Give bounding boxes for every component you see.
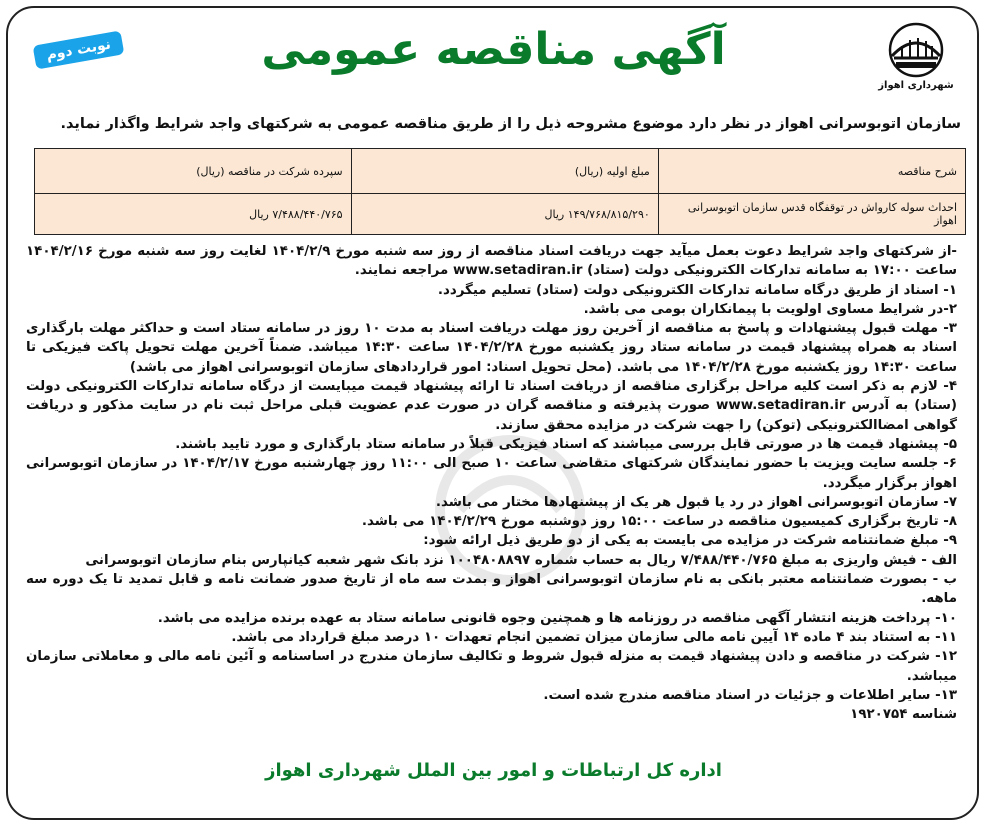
paragraph-3: ۳- مهلت قبول پیشنهادات و پاسخ به مناقصه از آخرین روز مهلت دریافت اسناد به مدت ۱۰ روز در سامانه ستاد است و حداکثر مهلت بارگذاری اسناد به همراه پیشنهاد قیمت در سامانه ستاد روز یکشنبه مورخ ۱۴۰۴/۲/۲۸ ساعت ۱۴:۳۰ میباشد. ضمناً آخرین مهلت تحویل پاکت فیزیکی تا ساعت ۱۴:۳۰ روز یکشنبه مورخ ۱۴۰۴/۲/۲۸ می باشد. (محل تحویل اسناد: امور قراردادهای سازمان اتوبوسرانی اهواز می باشد) bbox=[26, 321, 957, 375]
paragraph-4: ۴- لازم به ذکر است کلیه مراحل برگزاری مناقصه از دریافت اسناد تا ارائه پیشنهاد قیمت میبایست از درگاه سامانه تدارکات الکترونیکی دولت (ستاد) به آدرس www.setadiran.ir صورت پذیرفته و مناقصه گران در صورت عدم عضویت قبلی مراحل ثبت نام در سایت مذکور و دریافت گواهی امضاالکترونیکی (توکن) را جهت شرکت در مزایده محقق سازند. bbox=[26, 379, 957, 433]
notice-body bbox=[26, 242, 957, 724]
paragraph-11: ۱۱- به استناد بند ۴ ماده ۱۴ آیین نامه مالی سازمان میزان تضمین انجام تعهدات ۱۰ درصد مبلغ قرارداد می باشد. bbox=[231, 629, 957, 645]
paragraph-2: ۲-در شرایط مساوی اولویت با پیمانکاران بومی می باشد. bbox=[583, 301, 957, 317]
paragraph-invitation: -از شرکتهای واجد شرایط دعوت بعمل میآید جهت دریافت اسناد مناقصه از روز سه شنبه مورخ ۱۴۰۴/۲/۹ لغایت روز سه شنبه مورخ ۱۴۰۴/۲/۱۶ ساعت ۱۷:۰۰ به سامانه تدارکات الکترونیکی دولت (ستاد) www.setadiran.ir مراجعه نمایند. bbox=[26, 244, 957, 279]
paragraph-9-be: ب - بصورت ضمانتنامه معتبر بانکی به نام سازمان اتوبوسرانی اهواز و بمدت سه ماه از تاریخ صدور ضمانت نامه و قابل تمدید تا یک دوره سه ماهه. bbox=[26, 572, 957, 607]
paragraph-12: ۱۲- شرکت در مناقصه و دادن پیشنهاد قیمت به منزله قبول شروط و تکالیف سازمان مندرج در اساسنامه و آئین نامه مالی و معاملاتی سازمان میباشد. bbox=[26, 649, 957, 684]
notice-id: شناسه ۱۹۲۰۷۵۴ bbox=[850, 707, 957, 723]
paragraph-1: ۱- اسناد از طریق درگاه سامانه تدارکات الکترونیکی دولت (ستاد) تسلیم میگردد. bbox=[437, 282, 957, 298]
paragraph-5: ۵- پیشنهاد قیمت ها در صورتی قابل بررسی میباشند که اسناد فیزیکی قبلاً در سامانه ستاد بارگذاری و مورد تایید باشند. bbox=[175, 436, 957, 452]
col-description-header: شرح مناقصه bbox=[658, 149, 965, 194]
col-initial-amount-header: مبلغ اولیه (ریال) bbox=[351, 149, 658, 194]
table-row bbox=[35, 194, 966, 235]
municipality-logo bbox=[871, 22, 961, 102]
bridge-logo-icon bbox=[884, 22, 948, 78]
paragraph-10: ۱۰- پرداخت هزینه انتشار آگهی مناقصه در روزنامه ها و همچنین وجوه قانونی سامانه ستاد به عهده برنده مزایده می باشد. bbox=[157, 610, 957, 626]
intro-text: سازمان اتوبوسرانی اهواز در نظر دارد موضوع مشروحه ذیل را از طریق مناقصه عمومی به شرکتهای واجد شرایط واگذار نماید. bbox=[60, 116, 961, 132]
col-deposit-header: سپرده شرکت در مناقصه (ریال) bbox=[35, 149, 352, 194]
paragraph-9: ۹- مبلغ ضمانتنامه شرکت در مزایده می بایست به یکی از دو طریق ذیل ارائه شود: bbox=[423, 533, 957, 549]
footer-publisher: اداره کل ارتباطات و امور بین الملل شهرداری اهواز bbox=[265, 760, 722, 781]
cell-description: احداث سوله کارواش در توقفگاه قدس سازمان اتوبوسرانی اهواز bbox=[658, 194, 965, 235]
table-header-row bbox=[35, 149, 966, 194]
paragraph-6: ۶- جلسه سایت ویزیت با حضور نمایندگان شرکتهای متقاضی ساعت ۱۰ صبح الی ۱۱:۰۰ روز چهارشنبه مورخ ۱۴۰۴/۲/۱۷ در سازمان اتوبوسرانی اهواز برگزار میگردد. bbox=[26, 456, 957, 491]
second-round-badge: نوبت دوم bbox=[33, 30, 125, 69]
logo-caption: شهرداری اهواز bbox=[878, 80, 954, 91]
tender-table bbox=[34, 148, 966, 235]
paragraph-9-alef: الف - فیش واریزی به مبلغ ۷/۴۸۸/۴۴۰/۷۶۵ ریال به حساب شماره ۱۰۰۴۸۰۸۸۹۷ نزد بانک شهر شعبه کیانپارس بنام سازمان اتوبوسرانی bbox=[85, 552, 957, 568]
paragraph-7: ۷- سازمان اتوبوسرانی اهواز در رد یا قبول هر یک از پیشنهادها مختار می باشد. bbox=[435, 494, 957, 510]
paragraph-13: ۱۳- سایر اطلاعات و جزئیات در اسناد مناقصه مندرج شده است. bbox=[543, 687, 957, 703]
cell-initial-amount: ۱۴۹/۷۶۸/۸۱۵/۲۹۰ ریال bbox=[351, 194, 658, 235]
page-title: آگهی مناقصه عمومی bbox=[261, 24, 726, 75]
cell-deposit: ۷/۴۸۸/۴۴۰/۷۶۵ ریال bbox=[35, 194, 352, 235]
paragraph-8: ۸- تاریخ برگزاری کمیسیون مناقصه در ساعت ۱۵:۰۰ روز دوشنبه مورخ ۱۴۰۴/۲/۲۹ می باشد. bbox=[361, 514, 957, 530]
